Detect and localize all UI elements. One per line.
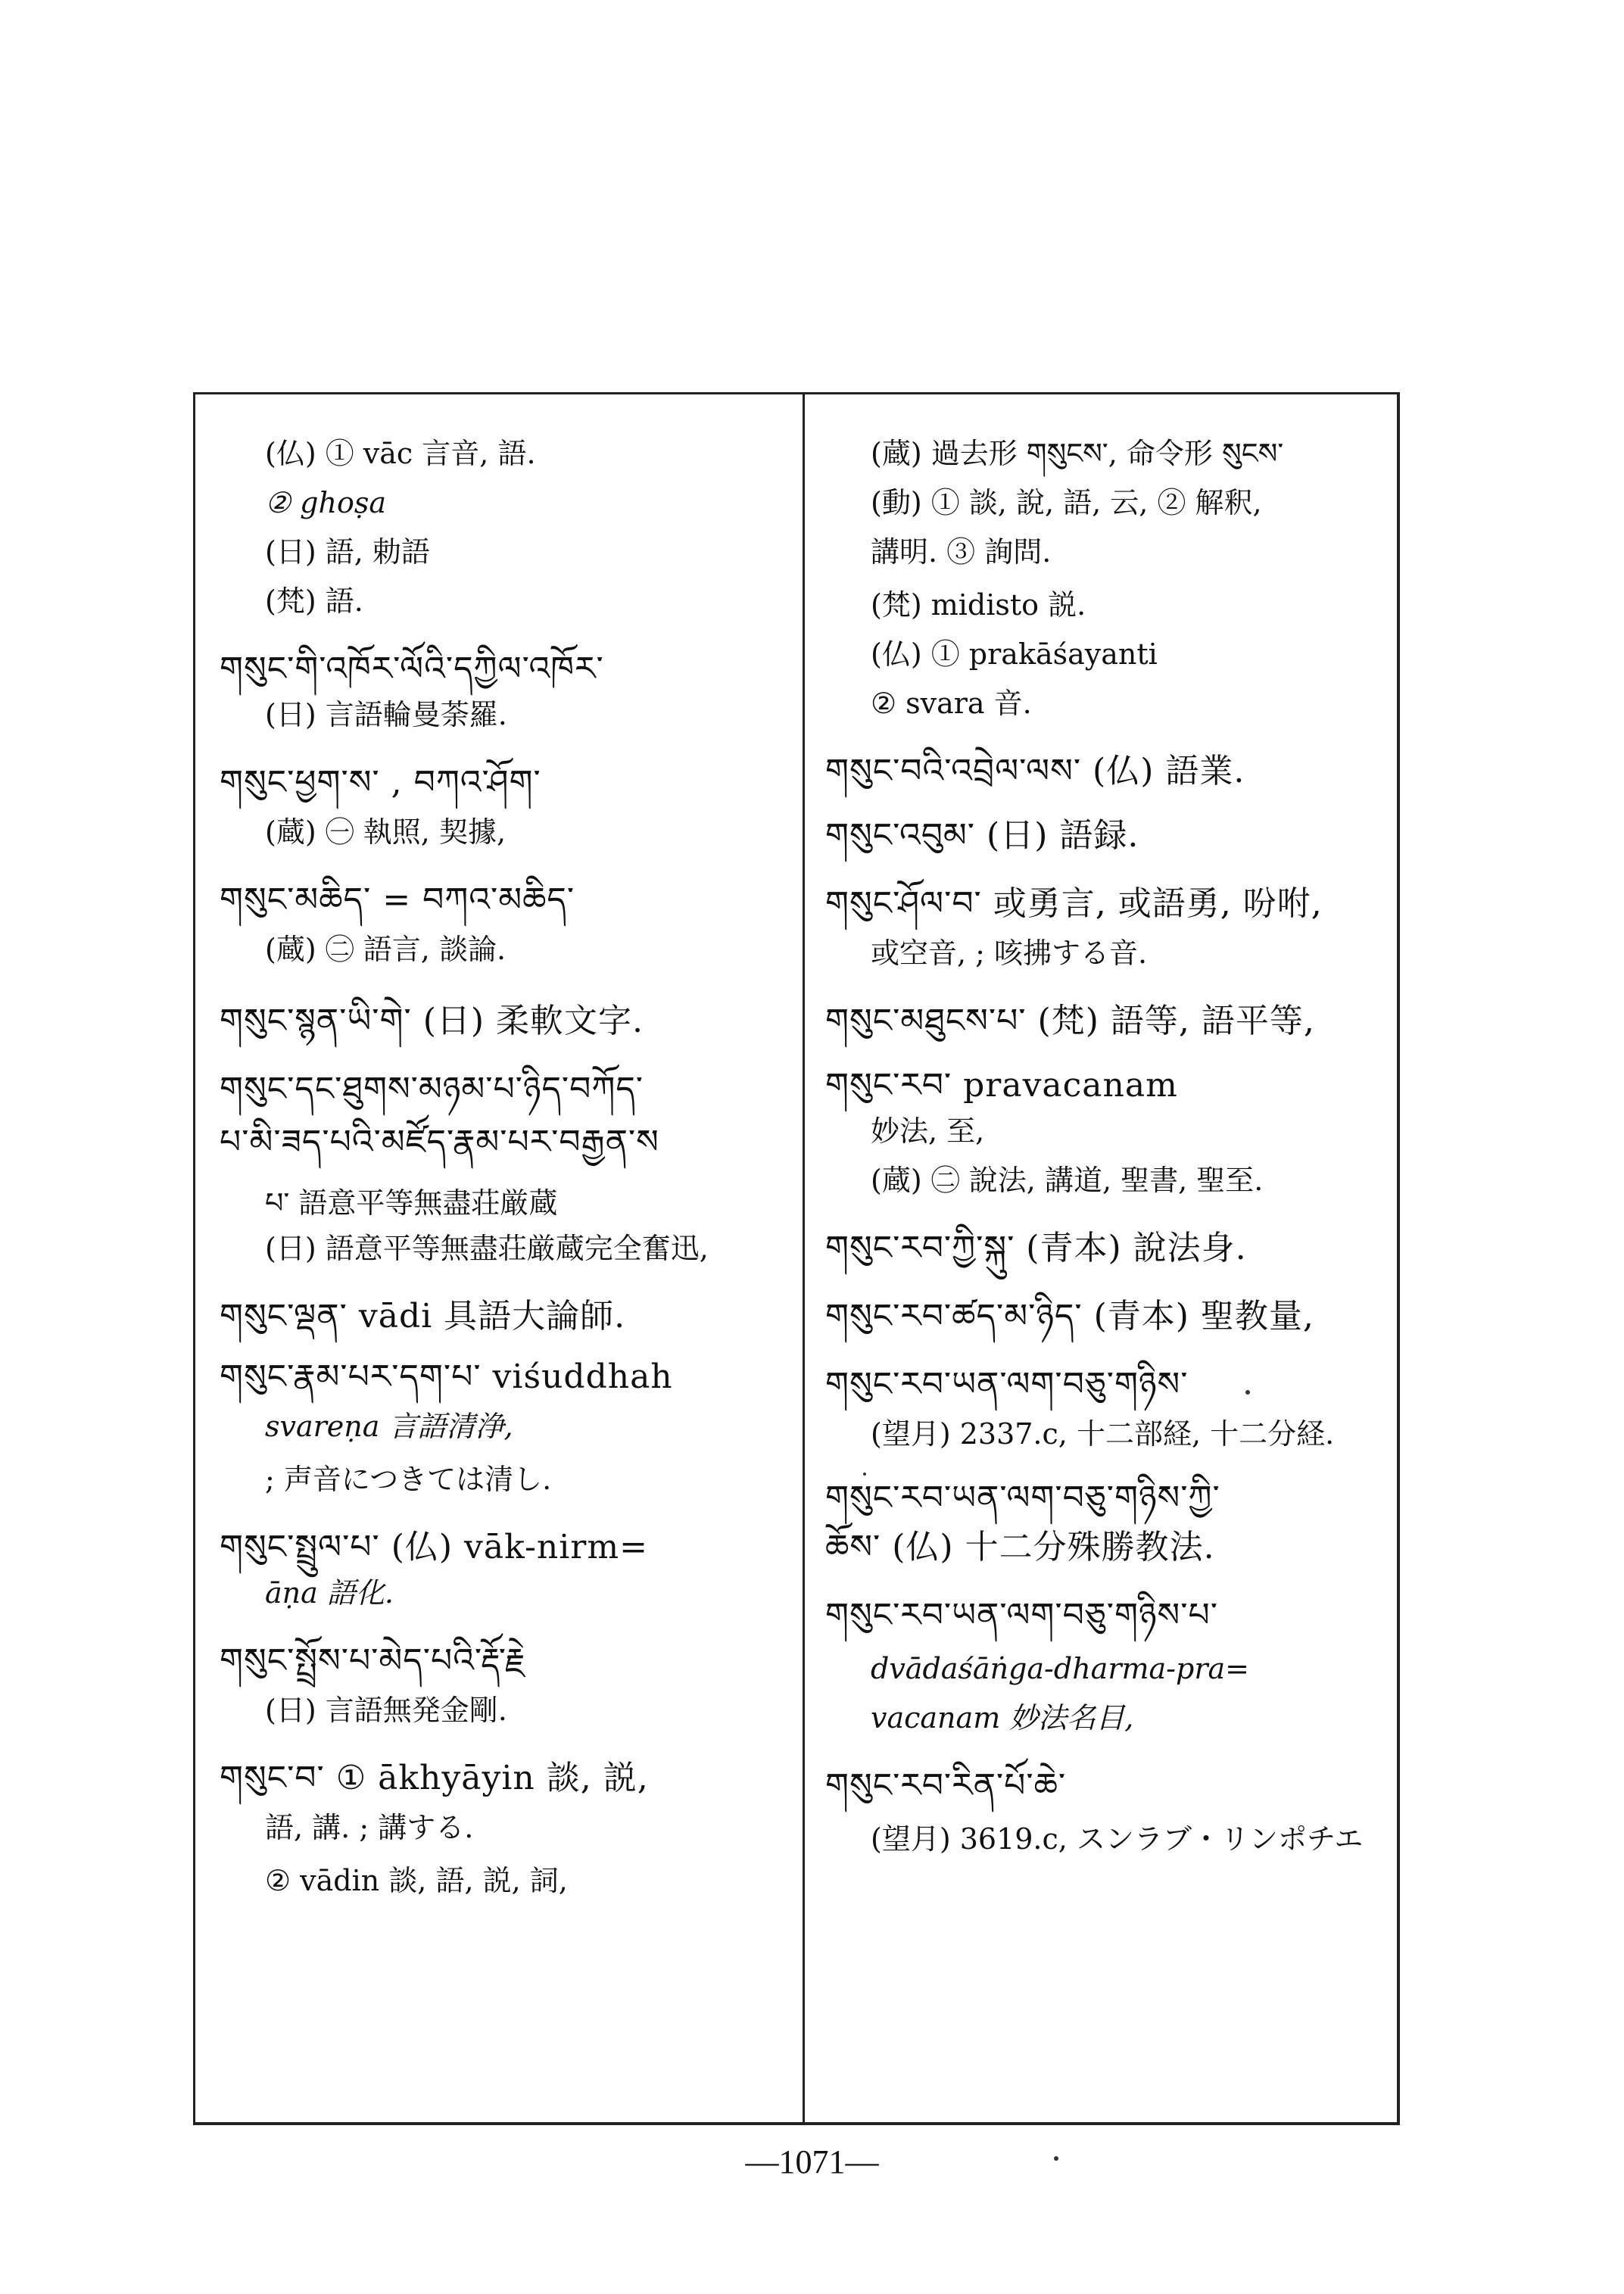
page-number: —1071— [745,2143,879,2180]
entry-headword: པ་མི་ཟད་པའི་མཛོད་རྣམ་པར་བརྒྱན་ས [220,1123,659,1161]
entry-definition: (梵) midisto 説. [871,588,1086,622]
entry-definition: (蔵) 過去形 གསུངས་, 命令形 སུངས་ [871,437,1284,470]
scan-speck [863,1473,866,1476]
entry-headword: གསུང་རབ་ pravacanam [825,1066,1178,1105]
entry-definition: (日) 言語無発金剛. [265,1694,507,1727]
entry-definition: (望月) 3619.c, スンラブ・リンポチエ [871,1822,1364,1856]
entry-definition: 講明. ③ 詢問. [871,535,1052,569]
entry-definition: (日) 語, 勅語 [265,535,430,569]
entry-definition: (仏) ① vāc 言音, 語. [265,437,536,470]
entry-headword: གསུང་རབ་ཡན་ལག་བཅུ་གཉིས་ཀྱི་ [825,1479,1220,1517]
entry-headword: གསུང་སྤྲོས་པ་མེད་པའི་རྡོ་རྗེ [220,1641,526,1680]
entry-headword: གསུང་སྙན་ཡི་གེ་ (日) 柔軟文字. [220,1002,644,1040]
entry-definition: (日) 語意平等無盡荘厳蔵完全奮迅, [265,1232,709,1265]
entry-headword: གསུང་སྤྲུལ་པ་ (仏) vāk-nirm= [220,1528,648,1566]
entry-definition: (梵) 語. [265,584,363,618]
entry-headword: གསུང་འབུམ་ (日) 語録. [825,816,1139,855]
entry-headword: གསུང་རྣམ་པར་དག་པ་ viśuddhah [220,1357,673,1396]
entry-definition: āṇa 語化. [265,1576,394,1610]
column-divider [803,392,805,2123]
entry-definition: (望月) 2337.c, 十二部経, 十二分経. [871,1417,1335,1451]
entry-definition: (動) ① 談, 說, 語, 云, ② 解釈, [871,486,1262,519]
entry-definition: dvādaśāṅga-dharma-pra= [871,1652,1250,1685]
entry-definition: ; 声音につきては清し. [265,1463,552,1496]
entry-headword: གསུང་རབ་ཡན་ལག་བཅུ་གཉིས་ [825,1365,1189,1404]
entry-headword: གསུང་ལྡན་ vādi 具語大論師. [220,1297,626,1336]
entry-definition: ② ghoṣa [265,486,386,519]
entry-definition: (蔵) ㊁ 語言, 談論. [265,933,507,966]
entry-definition: (蔵) ㊁ 說法, 講道, 聖書, 聖至. [871,1164,1264,1197]
entry-headword: གསུང་རབ་རིན་པོ་ཆེ་ [825,1766,1067,1805]
entry-definition: vacanam 妙法名目, [871,1701,1134,1735]
entry-headword: ཆོས་ (仏) 十二分殊勝教法. [825,1528,1215,1566]
entry-definition: (蔵) ㊀ 執照, 契據, [265,815,507,849]
entry-definition: ② vādin 談, 語, 説, 詞, [265,1864,568,1897]
entry-headword: གསུང་དང་ཐུགས་མཉམ་པ་ཉིད་བཀོད་ [220,1070,644,1108]
entry-headword: གསུང་བ་ ① ākhyāyin 談, 説, [220,1759,649,1797]
entry-headword: གསུང་རབ་ཀྱི་སྐུ་ (青本) 說法身. [825,1229,1247,1267]
entry-definition: 妙法, 至, [871,1114,985,1148]
entry-definition: (日) 言語輪曼荼羅. [265,698,507,731]
scan-speck [1054,2156,1058,2161]
entry-definition: པ་ 語意平等無盡荘厳蔵 [265,1186,558,1220]
entry-definition: ② svara 音. [871,687,1032,720]
entry-headword: གསུང་ཤོལ་བ་ 或勇言, 或語勇, 吩咐, [825,884,1323,923]
entry-definition: (仏) ① prakāśayanti [871,637,1158,671]
entry-headword: གསུང་བའི་འབྲེལ་ལས་ (仏) 語業. [825,752,1245,790]
entry-definition: svareṇa 言語清浄, [265,1410,513,1443]
entry-headword: གསུང་ཕྱག་ས་ , བཀའ་ཤོག་ [220,763,541,802]
entry-definition: 語, 講. ; 講する. [265,1811,474,1844]
entry-headword: གསུང་མཐུངས་པ་ (梵) 語等, 語平等, [825,1002,1315,1040]
entry-headword: གསུང་མཆིད་ = བཀའ་མཆིད་ [220,881,575,919]
entry-headword: གསུང་རབ་ཚད་མ་ཉིད་ (青本) 聖教量, [825,1297,1314,1336]
scan-speck [1245,1390,1250,1395]
entry-headword: གསུང་གི་འཁོར་ལོའི་དཀྱིལ་འཁོར་ [220,650,604,688]
entry-definition: 或空音, ; 咳拂する音. [871,937,1148,970]
entry-headword: གསུང་རབ་ཡན་ལག་བཅུ་གཉིས་པ་ [825,1596,1218,1635]
